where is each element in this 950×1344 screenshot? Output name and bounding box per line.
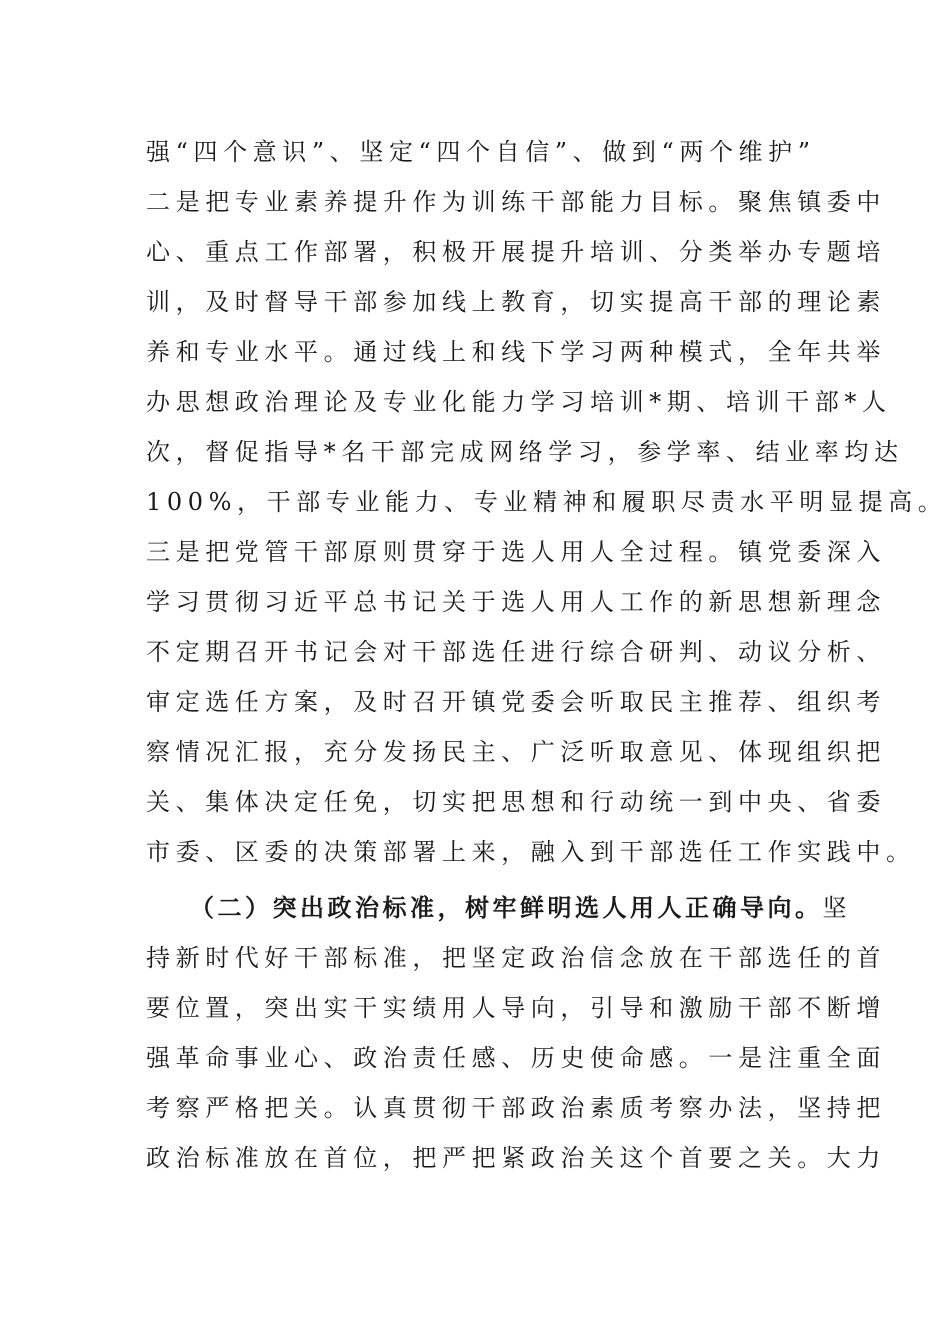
body-text-line: 持新时代好干部标准，把坚定政治信念放在干部选任的首 [146, 944, 886, 972]
body-text-line: 关、集体决定任免，切实把思想和行动统一到中央、省委 [146, 788, 886, 816]
body-text-line: 市委、区委的决策部署上来，融入到干部选任工作实践中。 [146, 838, 916, 866]
body-text-line: 三是把党管干部原则贯穿于选人用人全过程。镇党委深入 [146, 538, 886, 566]
body-text-line: 考察严格把关。认真贯彻干部政治素质考察办法，坚持把 [146, 1094, 886, 1122]
body-text-line: 次，督促指导*名干部完成网络学习，参学率、结业率均达 [146, 438, 904, 466]
body-text-line: 审定选任方案，及时召开镇党委会听取民主推荐、组织考 [146, 688, 886, 716]
body-text-line: 办思想政治理论及专业化能力学习培训*期、培训干部*人 [146, 388, 892, 416]
body-text-line: 心、重点工作部署，积极开展提升培训、分类举办专题培 [146, 238, 886, 266]
body-text-fragment: 坚 [822, 894, 853, 922]
body-text-line: 强革命事业心、政治责任感、历史使命感。一是注重全面 [146, 1044, 886, 1072]
body-text-line: 养和专业水平。通过线上和线下学习两种模式，全年共举 [146, 338, 886, 366]
body-text-line: 要位置，突出实干实绩用人导向，引导和激励干部不断增 [146, 994, 886, 1022]
body-text-line: 察情况汇报，充分发扬民主、广泛听取意见、体现组织把 [146, 738, 886, 766]
section-heading-line [190, 888, 890, 928]
section-heading: （二）突出政治标准，树牢鲜明选人用人正确导向。 [190, 893, 823, 922]
body-text-line: 学习贯彻习近平总书记关于选人用人工作的新思想新理念 [146, 588, 886, 616]
body-text-line: 强“四个意识”、坚定“四个自信”、做到“两个维护” [146, 138, 816, 166]
body-text-line: 政治标准放在首位，把严把紧政治关这个首要之关。大力 [146, 1144, 886, 1172]
body-text-line: 不定期召开书记会对干部选任进行综合研判、动议分析、 [146, 638, 886, 666]
body-text-line: 二是把专业素养提升作为训练干部能力目标。聚焦镇委中 [146, 188, 886, 216]
body-text-line: 100%，干部专业能力、专业精神和履职尽责水平明显提高。 [146, 488, 948, 516]
body-text-line: 训，及时督导干部参加线上教育，切实提高干部的理论素 [146, 288, 886, 316]
